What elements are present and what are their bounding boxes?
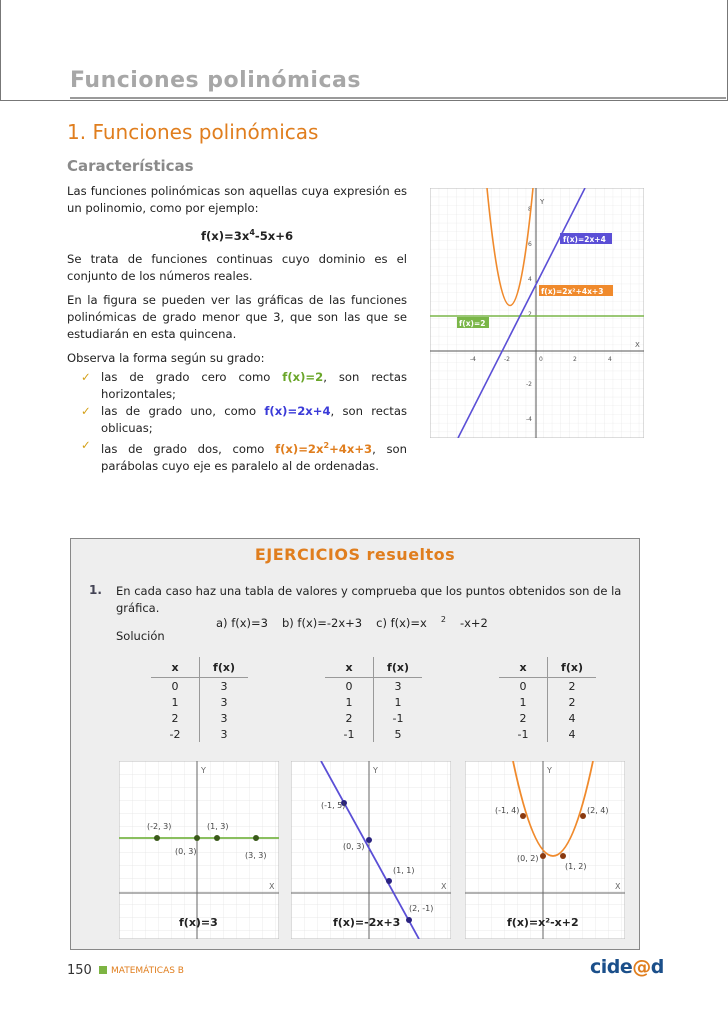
graph-linear <box>291 761 451 939</box>
degree-list <box>67 369 407 475</box>
table-row: 1 3 <box>151 694 248 710</box>
svg-text:4: 4 <box>608 356 612 363</box>
svg-text:8: 8 <box>528 206 532 213</box>
svg-text:2: 2 <box>528 311 532 318</box>
svg-text:f(x)=2x+4: f(x)=2x+4 <box>563 235 606 244</box>
table-row: -1 4 <box>499 726 596 742</box>
table-row: 0 3 <box>151 678 248 695</box>
checkmark-icon: ✓ <box>81 437 91 452</box>
list-item: ✓ las de grado uno, como f(x)=2x+4, son rectas oblicuas; <box>81 403 408 435</box>
svg-text:(-2, 3): (-2, 3) <box>147 822 172 831</box>
svg-text:(-1, 4): (-1, 4) <box>495 806 520 815</box>
paragraph: Las funciones polinómicas son aquellas cuya expresión es un polinomio, como por ejemplo: <box>67 184 407 215</box>
point <box>214 835 220 841</box>
main-function-graph <box>430 188 644 438</box>
list-item: ✓ las de grado cero como f(x)=2, son rectas horizontales; <box>81 369 407 401</box>
paragraph: Observa la forma según su grado: <box>67 350 265 365</box>
svg-text:Y: Y <box>373 766 378 775</box>
point <box>560 853 566 859</box>
graph-constant <box>119 761 279 939</box>
header-divider <box>70 97 726 99</box>
table-row: 0 3 <box>325 678 422 695</box>
svg-text:X: X <box>269 882 275 891</box>
point <box>406 917 412 923</box>
svg-text:X: X <box>441 882 447 891</box>
svg-text:Y: Y <box>201 766 206 775</box>
exercise-parts: a) f(x)=3 b) f(x)=-2x+3 c) f(x)=x $^2$ -x+2 <box>216 615 488 630</box>
table-row: 2 -1 <box>325 710 422 726</box>
exercise-number: 1. <box>89 583 102 597</box>
graph-label: f(x)=3 <box>179 916 218 929</box>
point <box>540 853 546 859</box>
svg-text:X: X <box>615 882 621 891</box>
cidead-logo: cide@d <box>590 956 664 978</box>
svg-text:(-1, 5): (-1, 5) <box>321 801 346 810</box>
svg-text:2: 2 <box>573 356 577 363</box>
svg-text:0: 0 <box>539 356 543 363</box>
svg-text:X: X <box>635 341 640 349</box>
page-number: 150 <box>67 963 92 978</box>
formula: $f(x)=3x^4-5x+6$ <box>200 228 294 243</box>
svg-text:(0, 3): (0, 3) <box>343 842 365 851</box>
values-table: x f(x) 0 3 1 3 2 3 -2 3 <box>151 657 248 742</box>
graph-quadratic <box>465 761 625 939</box>
course-name: MATEMÁTICAS B <box>111 966 184 976</box>
table-row: 1 1 <box>325 694 422 710</box>
svg-text:-2: -2 <box>504 356 510 363</box>
svg-text:(1, 3): (1, 3) <box>207 822 229 831</box>
checkmark-icon: ✓ <box>81 369 91 384</box>
section-title: 1. Funciones polinómicas <box>67 120 319 144</box>
body-text <box>67 183 407 475</box>
graph-label: f(x)=x²-x+2 <box>507 916 579 929</box>
svg-text:-4: -4 <box>470 356 476 363</box>
svg-text:-2: -2 <box>526 381 532 388</box>
exercises-box <box>70 538 640 950</box>
point <box>386 878 392 884</box>
graph-label: f(x)=-2x+3 <box>333 916 401 929</box>
svg-text:f(x)=2x²+4x+3: f(x)=2x²+4x+3 <box>541 287 604 296</box>
table-row: -1 5 <box>325 726 422 742</box>
point <box>580 813 586 819</box>
square-icon <box>99 966 107 974</box>
checkmark-icon: ✓ <box>81 403 91 418</box>
svg-text:(0, 2): (0, 2) <box>517 854 539 863</box>
paragraph: Se trata de funciones continuas cuyo dominio es el conjunto de los números reales. <box>67 251 407 283</box>
exercise-text: En cada caso haz una tabla de valores y comprueba que los puntos obtenidos son de la gráfica. <box>116 584 622 615</box>
table-row: 0 2 <box>499 678 596 695</box>
table-row: -2 3 <box>151 726 248 742</box>
values-table: x f(x) 0 2 1 2 2 4 -1 4 <box>499 657 596 742</box>
exercises-title: EJERCICIOS resueltos <box>254 545 456 564</box>
svg-text:(3, 3): (3, 3) <box>245 851 267 860</box>
svg-text:-4: -4 <box>526 416 532 423</box>
table-row: 2 3 <box>151 710 248 726</box>
svg-text:(1, 1): (1, 1) <box>393 866 415 875</box>
table-row: 1 2 <box>499 694 596 710</box>
svg-text:6: 6 <box>528 241 532 248</box>
list-item: ✓ las de grado dos, como $f(x)=2x^2+4x+3$, son parábolas cuyo eje es paralelo al de ordenadas. <box>81 437 407 473</box>
svg-text:4: 4 <box>528 276 532 283</box>
values-table: x f(x) 0 3 1 1 2 -1 -1 5 <box>325 657 422 742</box>
point <box>194 835 200 841</box>
paragraph: En la figura se pueden ver las gráficas de las funciones polinómicas de grado menor que 3, que son las que se estudiarán en esta quincena. <box>67 292 407 341</box>
svg-text:(2, 4): (2, 4) <box>587 806 609 815</box>
point <box>366 837 372 843</box>
svg-text:Y: Y <box>540 198 545 206</box>
svg-text:(1, 2): (1, 2) <box>565 862 587 871</box>
subsection-title: Características <box>67 157 194 175</box>
svg-text:(0, 3): (0, 3) <box>175 847 197 856</box>
svg-text:(2, -1): (2, -1) <box>409 904 434 913</box>
point <box>520 813 526 819</box>
page-header-title: Funciones polinómicas <box>70 68 361 93</box>
point <box>253 835 259 841</box>
point <box>154 835 160 841</box>
svg-text:f(x)=2: f(x)=2 <box>459 319 486 328</box>
table-row: 2 4 <box>499 710 596 726</box>
solution-label: Solución <box>116 629 165 643</box>
svg-text:Y: Y <box>547 766 552 775</box>
